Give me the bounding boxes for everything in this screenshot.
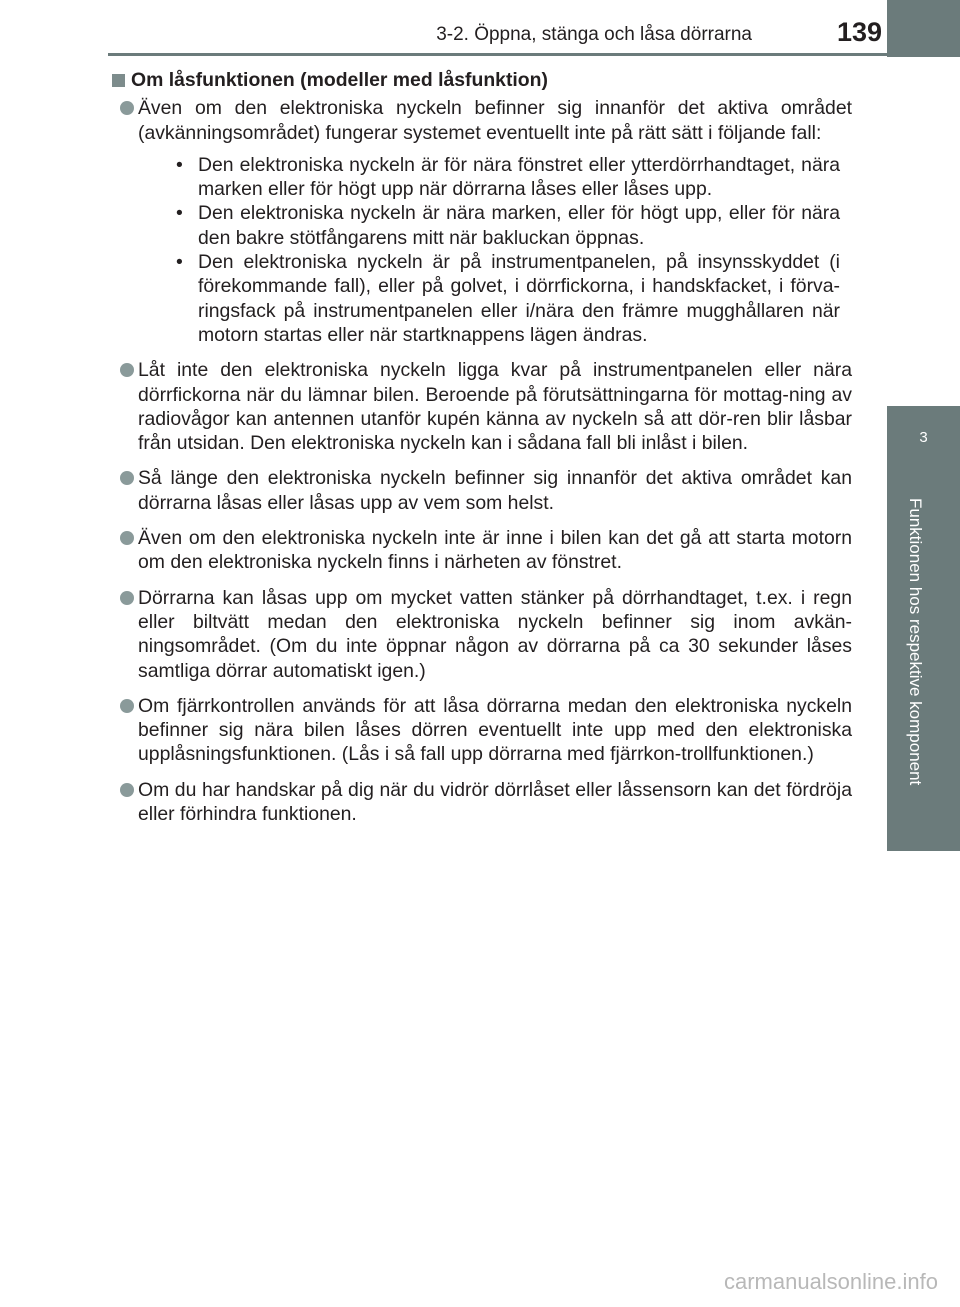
list-item-text: Dörrarna kan låsas upp om mycket vatten stänker på dörrhandtaget, t.ex. i regn eller biltvätt medan den elektroniska nyckeln befinner sig inom avkän-ningsområdet. (Om du inte öppnar någon av dörrarna på ca 30 sekunder låses samtliga dörrar automatiskt igen.) [138, 586, 852, 682]
list-item [108, 466, 852, 515]
side-tab-spacer [887, 57, 960, 406]
section-heading-text: Om låsfunktionen (modeller med låsfunktion) [131, 69, 548, 91]
list-item-text: Om fjärrkontrollen används för att låsa dörrarna medan den elektroniska nyckeln befinner sig nära bilen låses dörren eventuellt inte upp med den elektroniska upplåsningsfunktionen. (Lås i så fall upp dörrarna med fjärrkon-trollfunktionen.) [138, 694, 852, 766]
sub-list-item-text: Den elektroniska nyckeln är för nära fönstret eller ytterdörrhandtaget, nära marken eller för högt upp när dörrarna låses eller låses upp. [198, 153, 840, 201]
header-rule [108, 53, 887, 56]
list-item-text: Låt inte den elektroniska nyckeln ligga kvar på instrumentpanelen eller nära dörrfickorna när du lämnar bilen. Beroende på förutsättningarna för mottag-ning av radiovågor kan antennen utanför kupén känna av nyckeln så att dör-ren blir låsbar från utsidan. Den elektroniska nyckeln kan i sådana fall bli inlåst i bilen. [138, 359, 852, 455]
main-content [108, 68, 852, 837]
list-item-text: Om du har handskar på dig när du vidrör dörrlåset eller låssensorn kan det fördröja eller förhindra funktionen. [138, 778, 852, 826]
page-number: 139 [836, 17, 882, 47]
list-item [108, 96, 852, 347]
page-header [0, 0, 960, 62]
circle-bullet-icon [120, 363, 134, 377]
list-item [108, 778, 852, 827]
circle-bullet-icon [120, 699, 134, 713]
bullet-icon: • [176, 202, 183, 225]
bullet-icon: • [176, 251, 183, 274]
list-item [108, 526, 852, 575]
list-item-text: Även om den elektroniska nyckeln inte är inne i bilen kan det gå att starta motorn om den elektroniska nyckeln finns i närheten av fönstret. [138, 527, 852, 574]
list-item [108, 694, 852, 767]
square-bullet-icon [112, 74, 125, 87]
circle-bullet-icon [120, 471, 134, 485]
circle-bullet-icon [120, 783, 134, 797]
sub-list-item-text: Den elektroniska nyckeln är nära marken, eller för högt upp, eller för nära den bakre stötfångarens mitt när bakluckan öppnas. [198, 202, 840, 249]
sub-list-item-text: Den elektroniska nyckeln är på instrumentpanelen, på insynsskyddet (i förekommande fall), eller på golvet, i dörrfickorna, i handskfacket, i förva-ringsfack på instrumentpanelen eller i/nära den främre mugghållaren när motorn startas eller när startknappens lägen ändras. [198, 251, 840, 346]
header-section-title: 3-2. Öppna, stänga och låsa dörrarna [436, 24, 752, 45]
list-item [108, 586, 852, 683]
list-item [108, 358, 852, 455]
sub-list [138, 149, 852, 347]
circle-bullet-icon [120, 591, 134, 605]
sub-list-item [138, 153, 840, 202]
sub-list-item [138, 250, 840, 347]
circle-bullet-icon [120, 101, 134, 115]
section-heading [108, 68, 852, 92]
chapter-number: 3 [919, 429, 928, 446]
list-item-text: Även om den elektroniska nyckeln befinner sig innanför det aktiva området (avkänningsområdet) fungerar systemet eventuellt inte på rätt sätt i följande fall: [138, 97, 852, 144]
chapter-label: Funktionen hos respektive komponent [906, 498, 925, 786]
bullet-icon: • [176, 153, 183, 176]
list-item-text: Så länge den elektroniska nyckeln befinner sig innanför det aktiva området kan dörrarna låsas eller låsas upp av vem som helst. [138, 467, 852, 514]
sub-list-item [138, 201, 840, 250]
side-tab-top-block [887, 0, 960, 57]
circle-bullet-icon [120, 531, 134, 545]
watermark: carmanualsonline.info [723, 1269, 938, 1294]
chapter-side-tab [887, 406, 960, 851]
